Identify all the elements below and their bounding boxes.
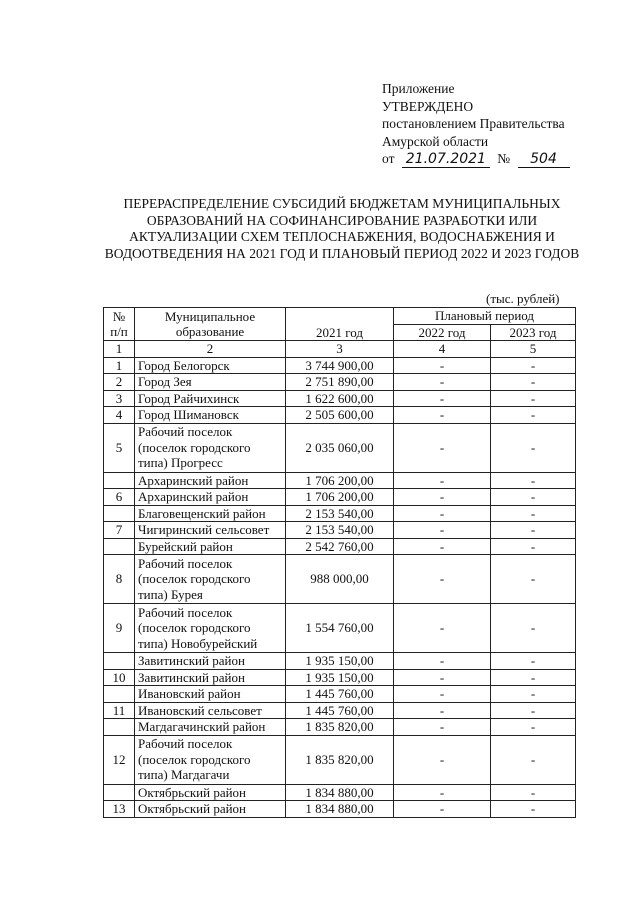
header-municipality: Муниципальное образование: [135, 308, 286, 341]
municipality-name: Рабочий поселок (поселок городского типа) Новобурейский: [135, 604, 286, 653]
table-row: [104, 653, 576, 670]
amount-2021: 1 835 820,00: [286, 719, 394, 736]
table-row: [104, 686, 576, 703]
amount-2021: 1 445 760,00: [286, 702, 394, 719]
amount-2021: 2 505 600,00: [286, 407, 394, 424]
amount-2023: -: [491, 604, 576, 653]
amount-2022: -: [394, 472, 491, 489]
column-number: 1: [104, 341, 135, 358]
amount-2023: -: [491, 702, 576, 719]
amount-2022: -: [394, 555, 491, 604]
table-row: [104, 407, 576, 424]
handwritten-date: 21.07.2021: [402, 152, 490, 168]
amount-2023: -: [491, 472, 576, 489]
row-number: 12: [104, 735, 135, 784]
table-row: [104, 357, 576, 374]
row-number: [104, 472, 135, 489]
municipality-name: Чигиринский сельсовет: [135, 522, 286, 539]
amount-2022: -: [394, 719, 491, 736]
table-row: [104, 555, 576, 604]
appendix-block: [382, 80, 570, 168]
municipality-name: Октябрьский район: [135, 784, 286, 801]
appendix-label: Приложение: [382, 81, 455, 96]
amount-2023: -: [491, 784, 576, 801]
amount-2022: -: [394, 686, 491, 703]
amount-2022: -: [394, 489, 491, 506]
table-row: [104, 669, 576, 686]
amount-2021: 1 445 760,00: [286, 686, 394, 703]
municipality-name: Рабочий поселок (поселок городского типа) Магдагачи: [135, 735, 286, 784]
approved-label: УТВЕРЖДЕНО: [382, 98, 474, 114]
table-row: [104, 801, 576, 818]
amount-2023: -: [491, 555, 576, 604]
table-row: [104, 390, 576, 407]
amount-2023: -: [491, 686, 576, 703]
amount-2023: -: [491, 357, 576, 374]
row-number: 6: [104, 489, 135, 506]
amount-2023: -: [491, 653, 576, 670]
amount-2021: 2 542 760,00: [286, 538, 394, 555]
amount-2021: 1 834 880,00: [286, 784, 394, 801]
table-row: [104, 522, 576, 539]
amount-2022: -: [394, 653, 491, 670]
amount-2022: -: [394, 357, 491, 374]
amount-2021: 1 706 200,00: [286, 489, 394, 506]
amount-2022: -: [394, 702, 491, 719]
municipality-name: Магдагачинский район: [135, 719, 286, 736]
header-2023: 2023 год: [491, 324, 576, 341]
amount-2022: -: [394, 604, 491, 653]
amount-2021: 1 935 150,00: [286, 669, 394, 686]
amount-2022: -: [394, 735, 491, 784]
amount-2022: -: [394, 423, 491, 472]
row-number: 7: [104, 522, 135, 539]
row-number: [104, 653, 135, 670]
municipality-name: Завитинский район: [135, 669, 286, 686]
amount-2023: -: [491, 505, 576, 522]
amount-2021: 2 153 540,00: [286, 505, 394, 522]
row-number: 2: [104, 374, 135, 391]
header-2022: 2022 год: [394, 324, 491, 341]
table-row: [104, 702, 576, 719]
amount-2023: -: [491, 538, 576, 555]
header-number: № п/п: [104, 308, 135, 341]
row-number: 10: [104, 669, 135, 686]
amount-2021: 1 935 150,00: [286, 653, 394, 670]
municipality-name: Город Белогорск: [135, 357, 286, 374]
amount-2022: -: [394, 505, 491, 522]
amount-2022: -: [394, 784, 491, 801]
municipality-name: Город Зея: [135, 374, 286, 391]
amount-2021: 1 834 880,00: [286, 801, 394, 818]
table-body: [104, 357, 576, 817]
amount-2023: -: [491, 407, 576, 424]
column-number-row: [104, 341, 576, 358]
amount-2021: 2 751 890,00: [286, 374, 394, 391]
amount-2021: 1 706 200,00: [286, 472, 394, 489]
amount-2022: -: [394, 407, 491, 424]
table-row: [104, 423, 576, 472]
amount-2021: 1 554 760,00: [286, 604, 394, 653]
date-prefix: от: [382, 151, 395, 166]
amount-2022: -: [394, 538, 491, 555]
amount-2021: 2 035 060,00: [286, 423, 394, 472]
amount-2023: -: [491, 801, 576, 818]
municipality-name: Ивановский район: [135, 686, 286, 703]
municipality-name: Архаринский район: [135, 472, 286, 489]
date-number-line: [382, 150, 570, 168]
amount-2022: -: [394, 669, 491, 686]
row-number: 13: [104, 801, 135, 818]
header-row: [104, 308, 576, 325]
amount-2021: 2 153 540,00: [286, 522, 394, 539]
row-number: [104, 538, 135, 555]
amount-2021: 988 000,00: [286, 555, 394, 604]
amount-2023: -: [491, 735, 576, 784]
amount-2021: 1 622 600,00: [286, 390, 394, 407]
municipality-name: Город Шимановск: [135, 407, 286, 424]
column-number: 3: [286, 341, 394, 358]
row-number: 3: [104, 390, 135, 407]
amount-2023: -: [491, 390, 576, 407]
amount-2022: -: [394, 801, 491, 818]
municipality-name: Благовещенский район: [135, 505, 286, 522]
amount-2022: -: [394, 522, 491, 539]
amount-2022: -: [394, 374, 491, 391]
subsidy-table: [103, 307, 576, 818]
table-row: [104, 538, 576, 555]
municipality-name: Бурейский район: [135, 538, 286, 555]
municipality-name: Завитинский район: [135, 653, 286, 670]
column-number: 2: [135, 341, 286, 358]
amount-2022: -: [394, 390, 491, 407]
municipality-name: Город Райчихинск: [135, 390, 286, 407]
region-label: Амурской области: [382, 133, 489, 149]
municipality-name: Рабочий поселок (поселок городского типа) Прогресс: [135, 423, 286, 472]
units-note: (тыс. рублей): [486, 291, 560, 306]
amount-2023: -: [491, 489, 576, 506]
column-number: 4: [394, 341, 491, 358]
amount-2023: -: [491, 423, 576, 472]
row-number: [104, 686, 135, 703]
table-row: [104, 489, 576, 506]
table-row: [104, 735, 576, 784]
municipality-name: Октябрьский район: [135, 801, 286, 818]
column-number: 5: [491, 341, 576, 358]
amount-2023: -: [491, 374, 576, 391]
amount-2023: -: [491, 522, 576, 539]
table-row: [104, 472, 576, 489]
header-plan-period: Плановый период: [394, 308, 576, 325]
handwritten-number: 504: [518, 152, 570, 168]
table-row: [104, 505, 576, 522]
row-number: 5: [104, 423, 135, 472]
document-title: ПЕРЕРАСПРЕДЕЛЕНИЕ СУБСИДИЙ БЮДЖЕТАМ МУНИЦИПАЛЬНЫХ ОБРАЗОВАНИЙ НА СОФИНАНСИРОВАНИЕ РАЗРАБОТКИ ИЛИ АКТУАЛИЗАЦИИ СХЕМ ТЕПЛОСНАБЖЕНИЯ, ВОДОСНАБЖЕНИЯ И ВОДООТВЕДЕНИЯ НА 2021 ГОД И ПЛАНОВЫЙ ПЕРИОД 2022 И 2023 ГОДОВ: [104, 196, 580, 261]
municipality-name: Рабочий поселок (поселок городского типа) Бурея: [135, 555, 286, 604]
resolution-label: постановлением Правительства: [382, 116, 565, 131]
header-2021: 2021 год: [286, 308, 394, 341]
amount-2021: 3 744 900,00: [286, 357, 394, 374]
table-row: [104, 374, 576, 391]
row-number: [104, 719, 135, 736]
row-number: 9: [104, 604, 135, 653]
amount-2023: -: [491, 719, 576, 736]
table-row: [104, 719, 576, 736]
row-number: 8: [104, 555, 135, 604]
number-sign: №: [497, 151, 511, 166]
municipality-name: Архаринский район: [135, 489, 286, 506]
row-number: 1: [104, 357, 135, 374]
row-number: [104, 505, 135, 522]
row-number: [104, 784, 135, 801]
table-row: [104, 604, 576, 653]
row-number: 4: [104, 407, 135, 424]
amount-2021: 1 835 820,00: [286, 735, 394, 784]
row-number: 11: [104, 702, 135, 719]
table-row: [104, 784, 576, 801]
amount-2023: -: [491, 669, 576, 686]
municipality-name: Ивановский сельсовет: [135, 702, 286, 719]
